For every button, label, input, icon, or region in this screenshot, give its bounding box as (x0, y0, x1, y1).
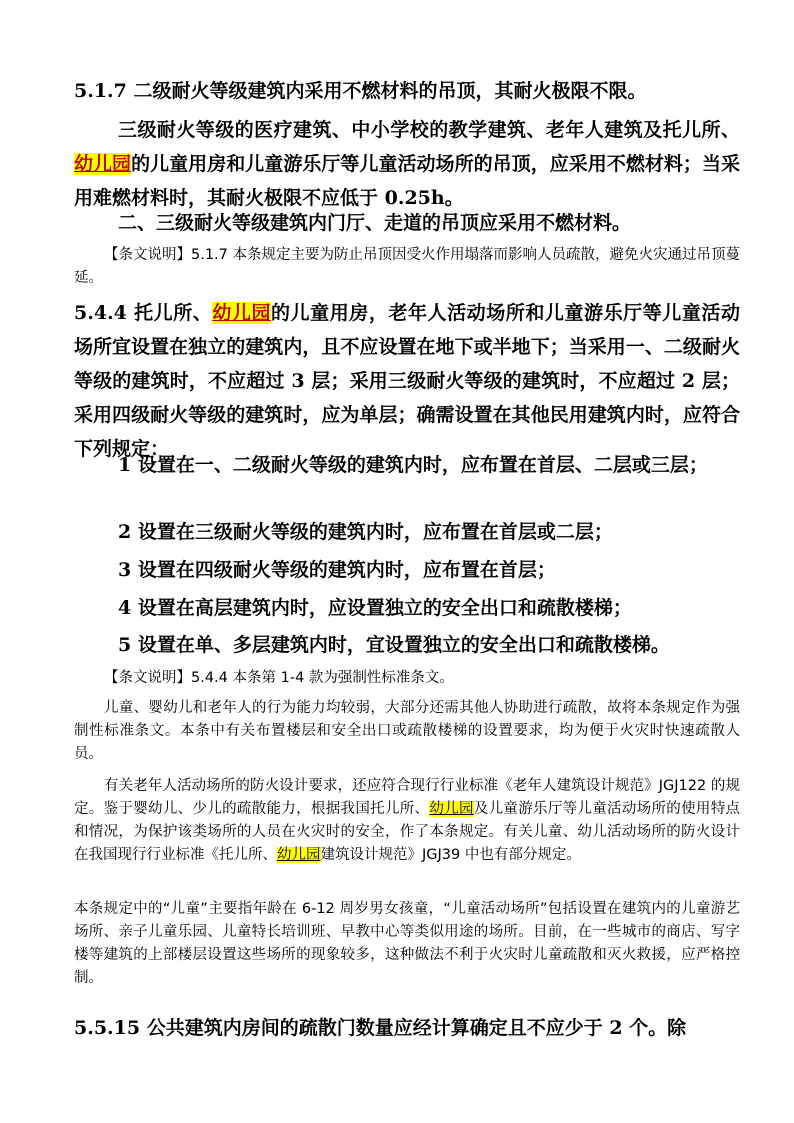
highlighted-keyword: 幼儿园 (277, 847, 321, 863)
clause-5-1-7-paragraph-2 (74, 113, 740, 215)
text-segment: 5.4.4 托儿所、 (74, 302, 213, 324)
explanation-5-4-4-paragraph-3: 本条规定中的“儿童”主要指年龄在 6-12 周岁男女孩童，“儿童活动场所”包括设置在建筑内的儿童游艺场所、亲子儿童乐园、儿童特长培训班、早教中心等类似用途的场所。目前，在一些城市的商店、写字楼等建筑的上部楼层设置这些场所的现象较多，这种做法不利于火灾时儿童疏散和灭火救援，应严格控制。 (74, 901, 740, 986)
clause-5-4-4-item-3: 3 设置在四级耐火等级的建筑内时，应布置在首层； (118, 559, 556, 581)
clause-5-1-7: 5.1.7 二级耐火等级建筑内采用不燃材料的吊顶，其耐火极限不限。 (74, 80, 647, 102)
text-segment: 三级耐火等级的医疗建筑、中小学校的教学建筑、老年人建筑及托儿所、 (118, 119, 740, 141)
clause-5-4-4 (74, 296, 740, 466)
clause-5-4-4-item-1: 1 设置在一、二级耐火等级的建筑内时，应布置在首层、二层或三层； (118, 454, 708, 476)
explanation-5-4-4-paragraph-1: 儿童、婴幼儿和老年人的行为能力均较弱，大部分还需其他人协助进行疏散，故将本条规定作为强制性标准条文。本条中有关布置楼层和安全出口或疏散楼梯的设置要求，均为便于火灾时快速疏散人员。 (74, 700, 740, 762)
clause-5-1-7-paragraph-3: 二、三级耐火等级建筑内门厅、走道的吊顶应采用不燃材料。 (118, 212, 632, 234)
clause-5-4-4-item-5: 5 设置在单、多层建筑内时，宜设置独立的安全出口和疏散楼梯。 (118, 634, 670, 656)
highlighted-keyword: 幼儿园 (74, 153, 132, 175)
explanation-5-4-4-header: 【条文说明】5.4.4 本条第 1-4 款为强制性标准条文。 (104, 670, 454, 686)
highlighted-keyword: 幼儿园 (212, 302, 272, 324)
text-segment: 的儿童用房和儿童游乐厅等儿童活动场所的吊顶，应采用不燃材料；当采用难燃材料时，其耐火极限不应低于 0.25h。 (74, 153, 740, 209)
text-segment: 的儿童用房，老年人活动场所和儿童游乐厅等儿童活动场所宜设置在独立的建筑内，且不应设置在地下或半地下；当采用一、二级耐火等级的建筑时，不应超过 3 层；采用三级耐火等级的建筑时，不应超过 2 层；采用四级耐火等级的建筑时，应为单层；确需设置在其他民用建筑内时，应符合下列规定： (74, 302, 740, 460)
clause-5-4-4-item-2: 2 设置在三级耐火等级的建筑内时，应布置在首层或二层； (118, 521, 613, 543)
explanation-5-1-7: 【条文说明】5.1.7 本条规定主要为防止吊顶因受火作用塌落而影响人员疏散，避免火灾通过吊顶蔓延。 (74, 247, 740, 286)
text-segment: 建筑设计规范》JGJ39 中也有部分规定。 (320, 847, 581, 863)
clause-5-5-15: 5.5.15 公共建筑内房间的疏散门数量应经计算确定且不应少于 2 个。除 (74, 1017, 687, 1039)
clause-5-4-4-item-4: 4 设置在高层建筑内时，应设置独立的安全出口和疏散楼梯； (118, 597, 632, 619)
explanation-5-4-4-paragraph-2 (74, 775, 740, 867)
text-segment: 及儿童游乐厅等儿童活动场所的使用特点和情况，为保护该类场所的人员在火灾时的安全，作了本条规定。有关儿童、幼儿活动场所的防火设计在我国现行行业标准《托儿所、 (74, 801, 741, 863)
text-segment: 有关老年人活动场所的防火设计要求，还应符合现行行业标准《老年人建筑设计规范》JGJ122 的规定。鉴于婴幼儿、少儿的疏散能力，根据我国托儿所、 (74, 778, 740, 817)
highlighted-keyword: 幼儿园 (429, 801, 474, 817)
